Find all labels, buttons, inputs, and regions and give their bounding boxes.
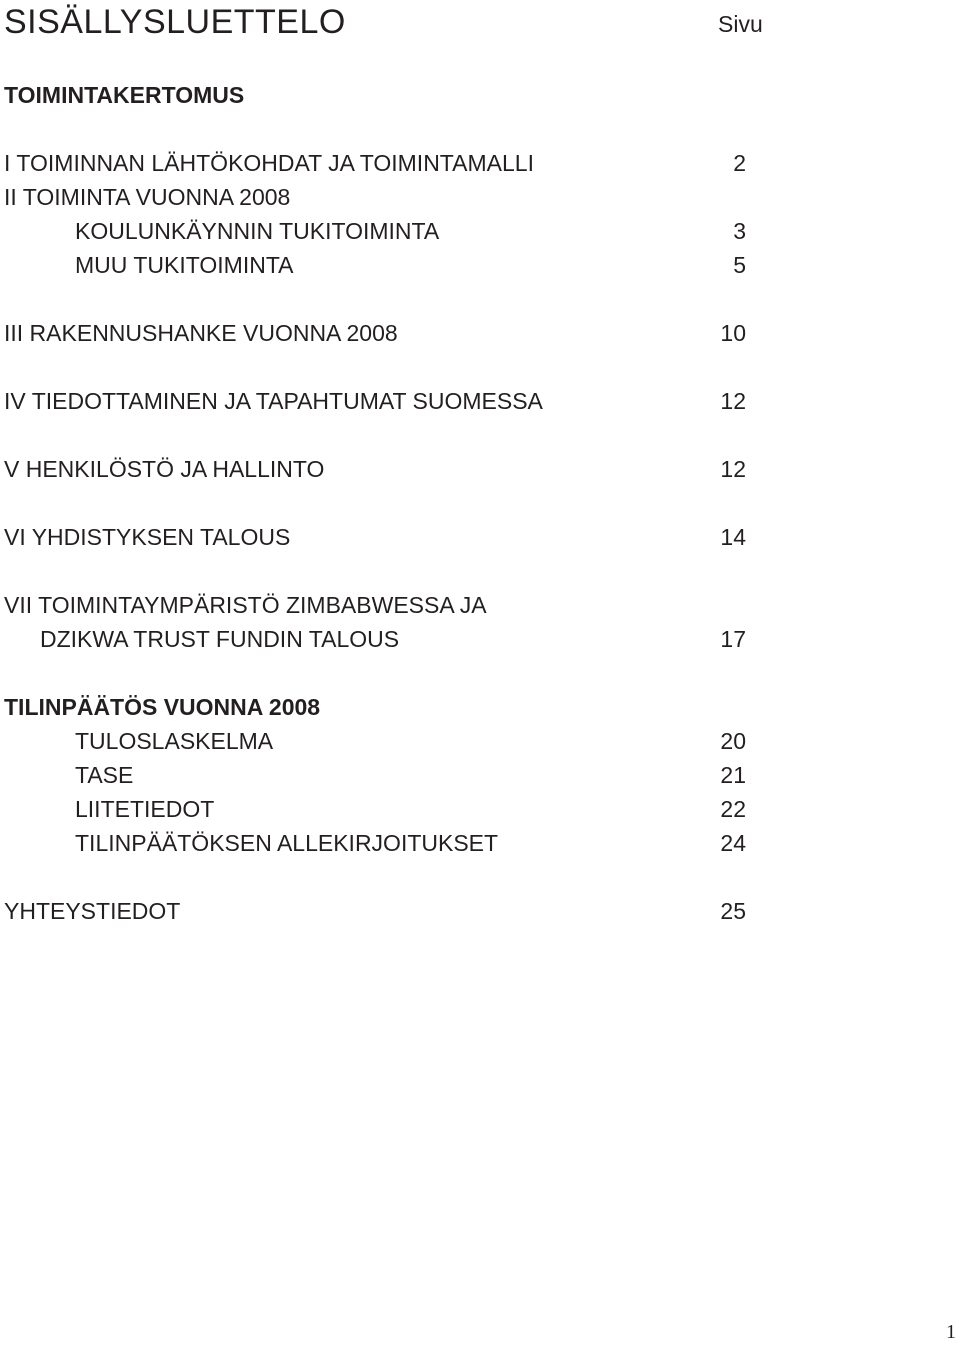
toc-entry-label: TASE [75, 762, 134, 788]
toc-entry-label: IV TIEDOTTAMINEN JA TAPAHTUMAT SUOMESSA [4, 388, 543, 414]
toc-entry[interactable] [0, 182, 960, 212]
toc-section-heading[interactable] [0, 80, 960, 110]
toc-entry-label: KOULUNKÄYNNIN TUKITOIMINTA [75, 218, 440, 244]
page-title: SISÄLLYSLUETTELO [4, 3, 346, 41]
toc-entry-label: DZIKWA TRUST FUNDIN TALOUS [40, 626, 400, 652]
toc-entry[interactable] [0, 318, 960, 348]
toc-entry-page: 22 [720, 796, 746, 822]
toc-entry[interactable] [0, 896, 960, 926]
toc-entry-label: V HENKILÖSTÖ JA HALLINTO [4, 456, 325, 482]
toc-entry-label: I TOIMINNAN LÄHTÖKOHDAT JA TOIMINTAMALLI [4, 150, 534, 176]
toc-subentry[interactable] [0, 828, 960, 858]
toc-section-heading[interactable] [0, 692, 960, 722]
toc-entry[interactable] [0, 386, 960, 416]
toc-entry[interactable] [0, 522, 960, 552]
toc-entry-page: 17 [720, 626, 746, 652]
toc-entry[interactable] [0, 590, 960, 620]
toc-entry-label: LIITETIEDOT [75, 796, 215, 822]
toc-entry-page: 25 [720, 898, 746, 924]
toc-entry-page: 12 [720, 456, 746, 482]
toc-entry-page: 24 [720, 830, 746, 856]
toc-entry-label: TOIMINTAKERTOMUS [4, 82, 245, 108]
page-column-header: Sivu [718, 11, 763, 37]
page-number: 1 [946, 1321, 956, 1343]
toc-entry-label: III RAKENNUSHANKE VUONNA 2008 [4, 320, 398, 346]
toc-entry-page: 3 [733, 218, 746, 244]
toc-entry-page: 20 [720, 728, 746, 754]
toc-entry-label: MUU TUKITOIMINTA [75, 252, 294, 278]
toc-subentry[interactable] [0, 794, 960, 824]
toc-entry-page: 12 [720, 388, 746, 414]
toc-entry-page: 5 [733, 252, 746, 278]
toc-entry-label: TULOSLASKELMA [75, 728, 274, 754]
toc-entry-page: 14 [720, 524, 746, 550]
toc-entry-page: 10 [720, 320, 746, 346]
toc-subentry[interactable] [0, 760, 960, 790]
toc-entry-page: 21 [720, 762, 746, 788]
toc-entry-label: TILINPÄÄTÖKSEN ALLEKIRJOITUKSET [75, 830, 499, 856]
toc-entry[interactable] [0, 148, 960, 178]
toc-entry-page: 2 [733, 150, 746, 176]
toc-subentry[interactable] [0, 216, 960, 246]
toc-subentry[interactable] [0, 250, 960, 280]
toc-entry-label: VII TOIMINTAYMPÄRISTÖ ZIMBABWESSA JA [4, 592, 487, 618]
toc-entry-label: II TOIMINTA VUONNA 2008 [4, 184, 291, 210]
toc-entry-continuation[interactable] [0, 624, 960, 654]
toc-entry-label: YHTEYSTIEDOT [4, 898, 181, 924]
toc-subentry[interactable] [0, 726, 960, 756]
toc-entry-label: TILINPÄÄTÖS VUONNA 2008 [4, 694, 321, 720]
toc-entry-label: VI YHDISTYKSEN TALOUS [4, 524, 291, 550]
toc-entry[interactable] [0, 454, 960, 484]
